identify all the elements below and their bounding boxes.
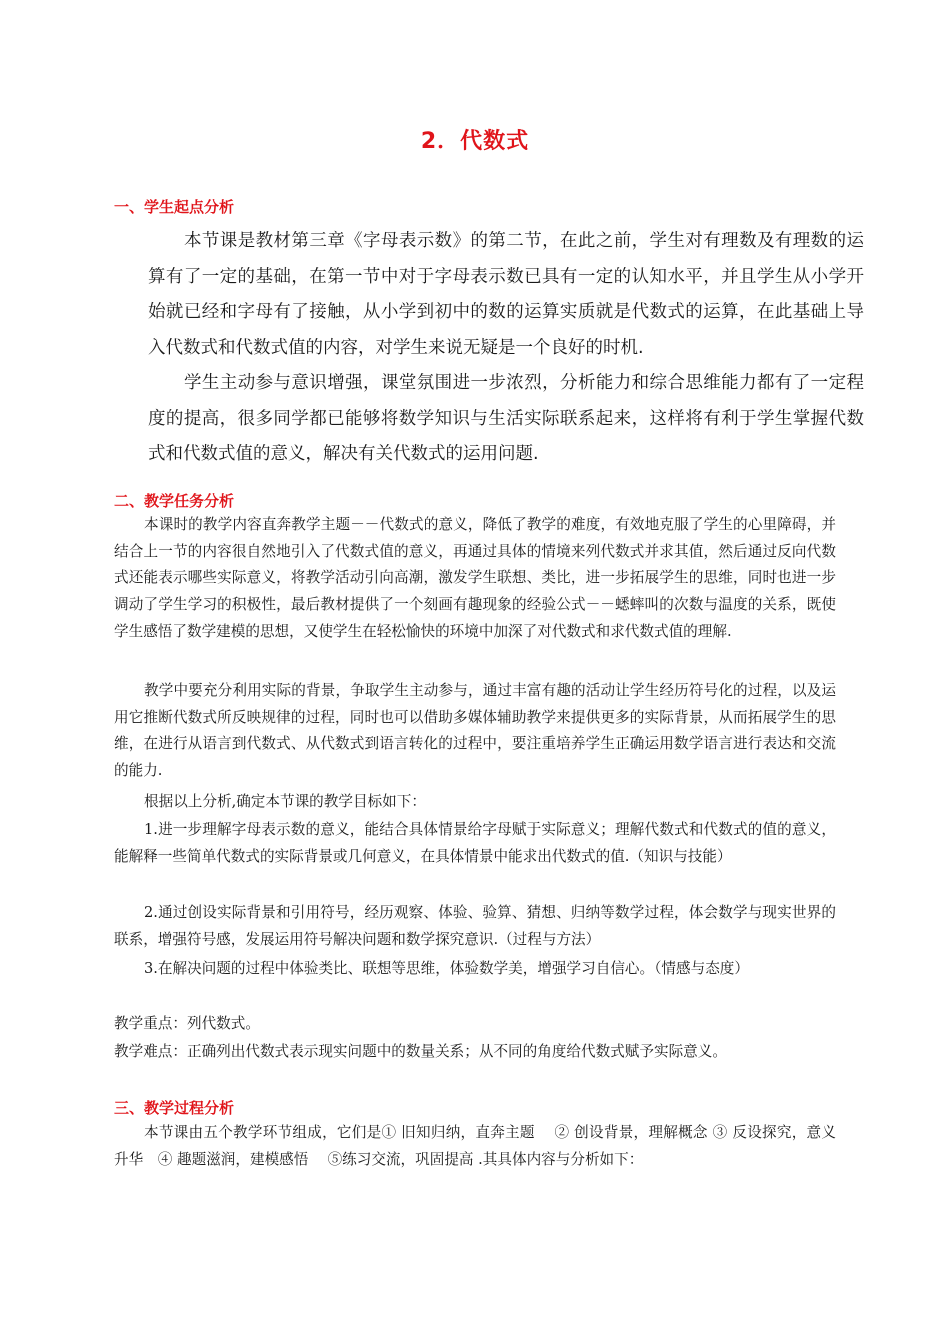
goal-item: 2.通过创设实际背景和引用符号，经历观察、体验、验算、猜想、归纳等数学过程，体会数学与现实世界的联系，增强符号感，发展运用符号解决问题和数学探究意识.（过程与方法）: [114, 904, 836, 948]
section-heading-student-analysis: 一、学生起点分析: [114, 198, 235, 216]
key-point: 教学重点：列代数式。: [114, 1015, 260, 1032]
paragraph: 根据以上分析,确定本节课的教学目标如下：: [144, 793, 426, 810]
paragraph: 本节课是教材第三章《字母表示数》的第二节，在此之前，学生对有理数及有理数的运算有了一定的基础，在第一节中对于字母表示数已具有一定的认知水平，并且学生从小学开始就已经和字母有了接触，从小学到初中的数的运算实质就是代数式的运算，在此基础上导入代数式和代数式值的内容，对学生来说无疑是一个良好的时机.: [148, 231, 864, 358]
paragraph: 学生主动参与意识增强，课堂氛围进一步浓烈，分析能力和综合思维能力都有了一定程度的提高，很多同学都已能够将数学知识与生活实际联系起来，这样将有利于学生掌握代数式和代数式值的意义，解决有关代数式的运用问题.: [148, 373, 864, 465]
paragraph: 本节课由五个教学环节组成，它们是① 旧知归纳，直奔主题 ② 创设背景，理解概念 ③ 反设探究，意义升华 ④ 趣题滋润，建模感悟 ⑤练习交流，巩固提高 .其具体内容与分析如下：: [114, 1124, 836, 1168]
paragraph: 教学中要充分利用实际的背景，争取学生主动参与，通过丰富有趣的活动让学生经历符号化的过程，以及运用它推断代数式所反映规律的过程，同时也可以借助多媒体辅助教学来提供更多的实际背景，从而拓展学生的思维，在进行从语言到代数式、从代数式到语言转化的过程中，要注重培养学生正确运用数学语言进行表达和交流的能力.: [114, 682, 836, 780]
page-title: 2．代数式: [420, 129, 530, 154]
difficulty: 教学难点：正确列出代数式表示现实问题中的数量关系；从不同的角度给代数式赋予实际意义。: [114, 1043, 727, 1060]
goal-item: 3.在解决问题的过程中体验类比、联想等思维，体验数学美，增强学习自信心。（情感与态度）: [144, 960, 749, 977]
goal-item: 1.进一步理解字母表示数的意义，能结合具体情景给字母赋于实际意义；理解代数式和代数式的值的意义，能解释一些简单代数式的实际背景或几何意义，在具体情景中能求出代数式的值.（知识与技能）: [114, 821, 836, 865]
section-heading-process-analysis: 三、教学过程分析: [114, 1099, 235, 1117]
paragraph: 本课时的教学内容直奔教学主题－－代数式的意义，降低了教学的难度，有效地克服了学生的心里障碍，并结合上一节的内容很自然地引入了代数式值的意义，再通过具体的情境来列代数式并求其值，然后通过反向代数式还能表示哪些实际意义，将教学活动引向高潮，激发学生联想、类比，进一步拓展学生的思维，同时也进一步调动了学生学习的积极性，最后教材提供了一个刻画有趣现象的经验公式－－蟋蟀叫的次数与温度的关系，既使学生感悟了数学建模的思想，又使学生在轻松愉快的环境中加深了对代数式和求代数式值的理解.: [114, 516, 836, 640]
section-heading-task-analysis: 二、教学任务分析: [114, 492, 235, 510]
